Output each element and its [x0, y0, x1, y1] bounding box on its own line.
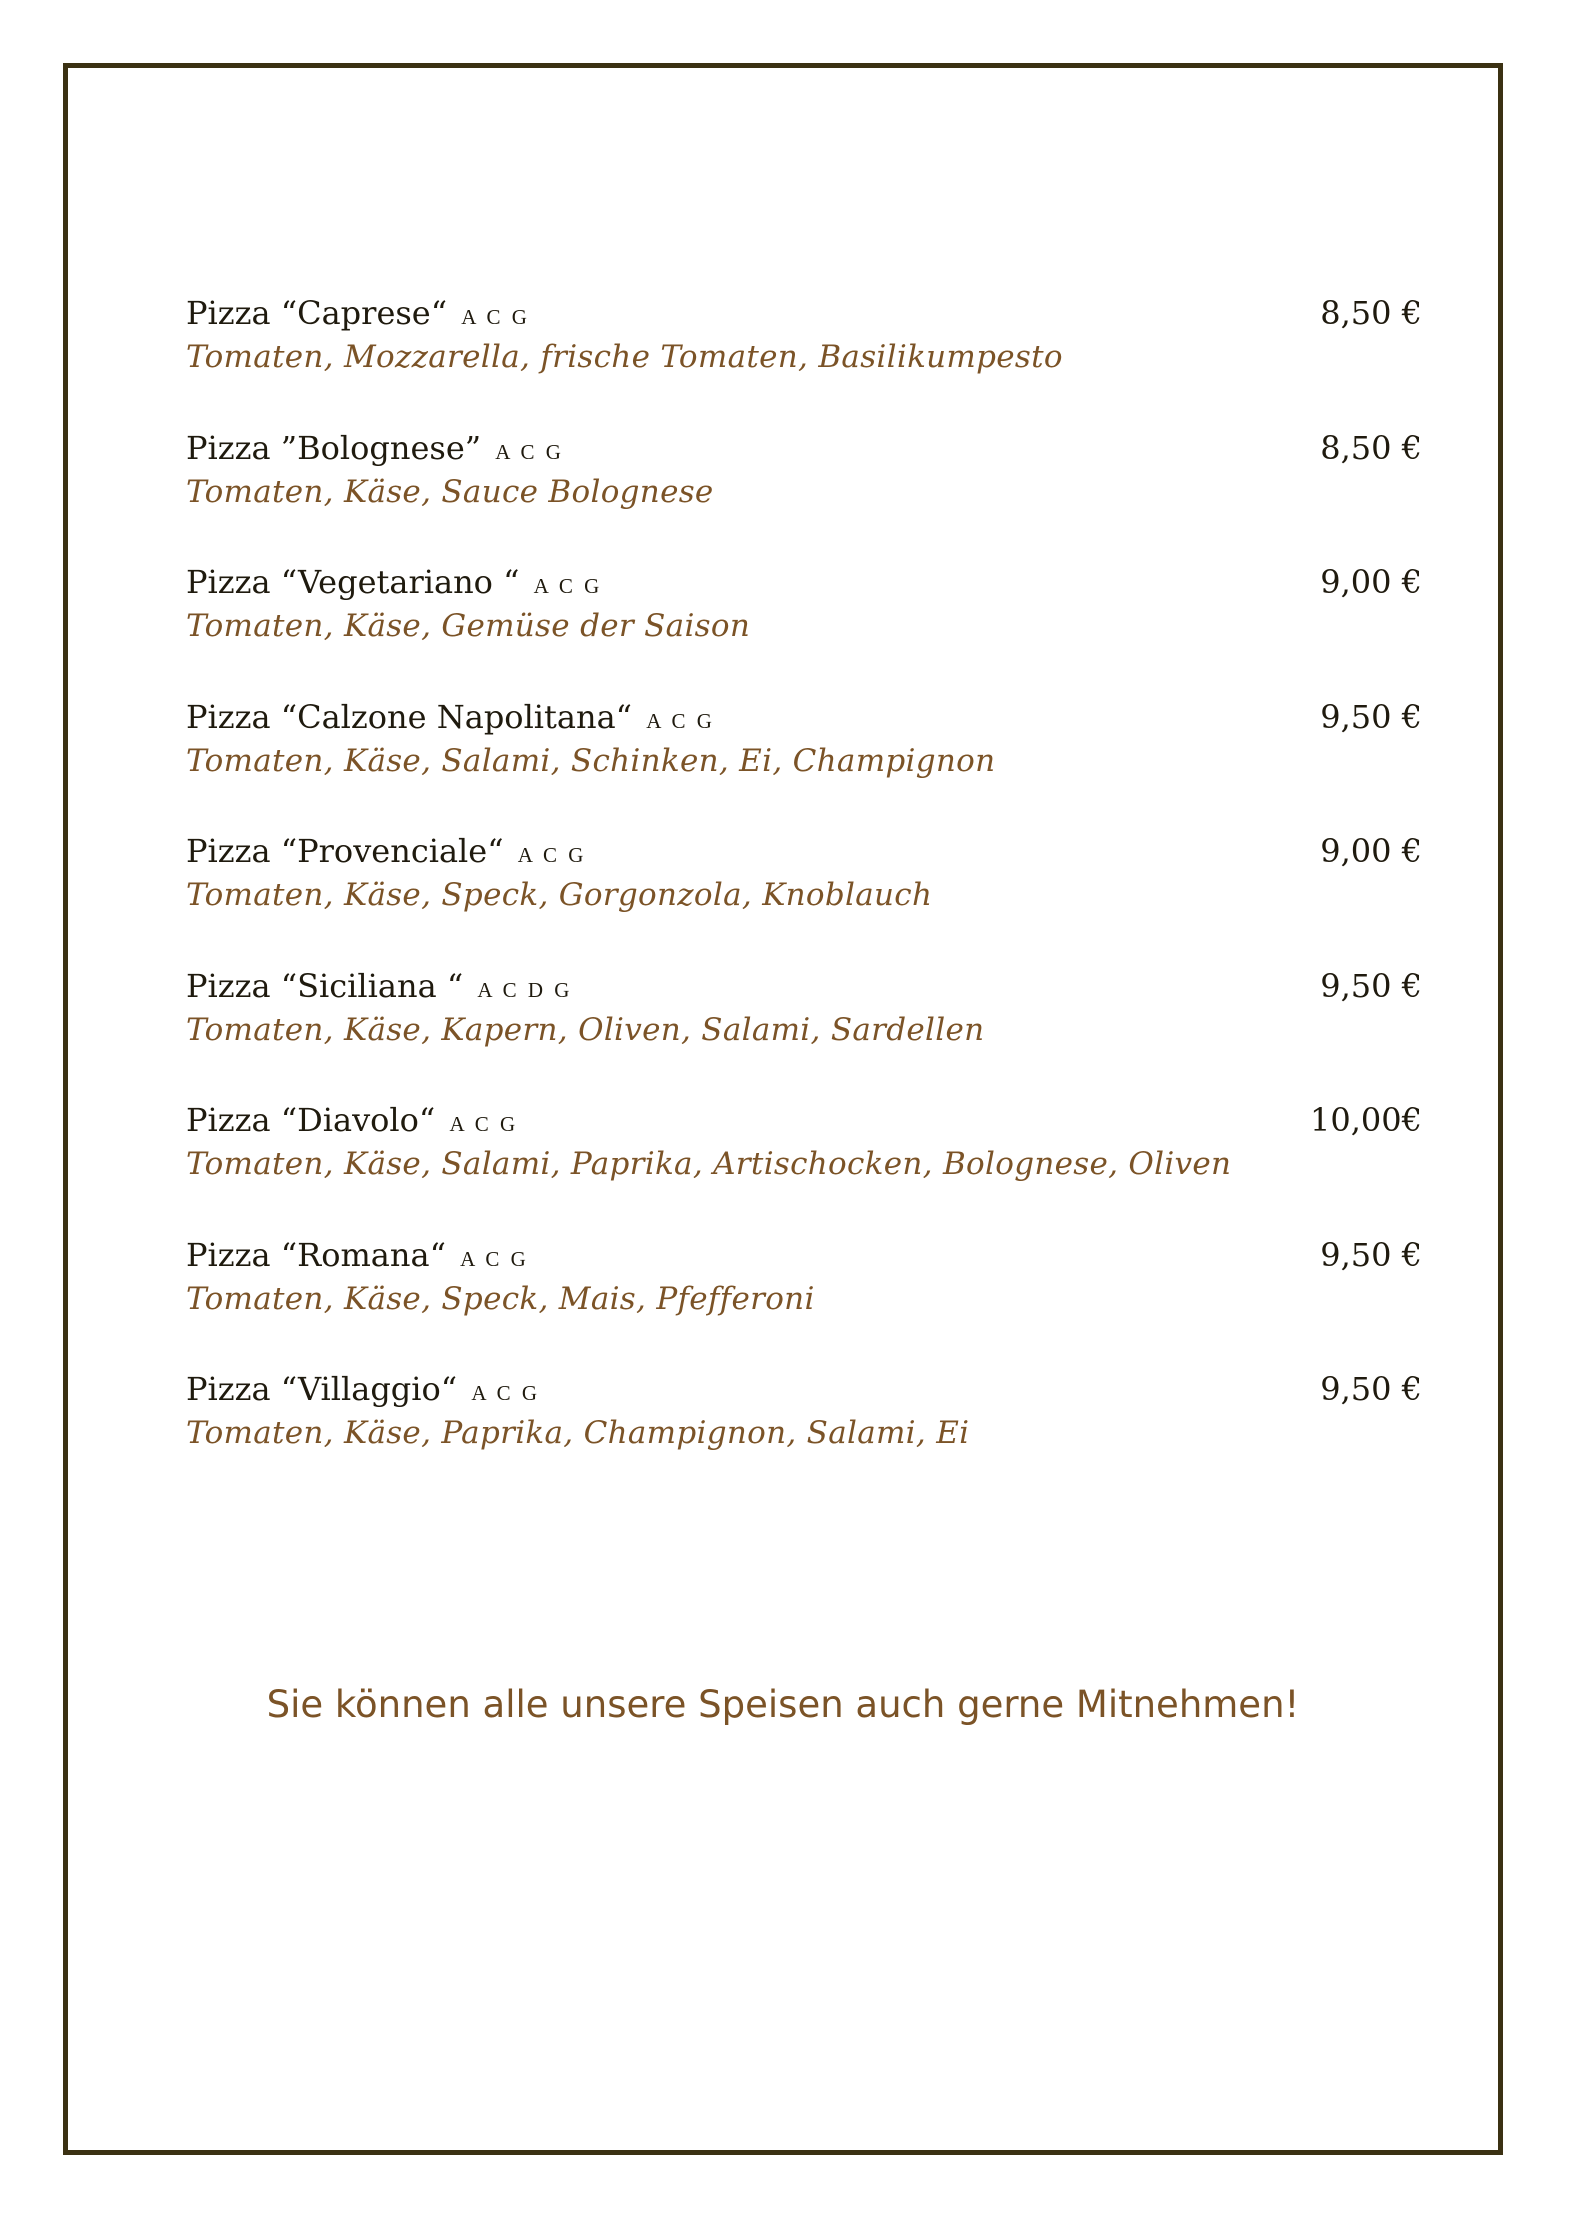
menu-item-price: 8,50 €: [1320, 294, 1422, 332]
menu-item-name: Pizza “Caprese“: [186, 294, 448, 332]
menu-item-description: Tomaten, Käse, Speck, Gorgonzola, Knoblauch: [186, 877, 933, 913]
allergen-codes: A C G: [495, 439, 564, 464]
allergen-codes: A C G: [461, 305, 530, 329]
menu-item-name: Pizza “Provenciale“: [186, 832, 504, 870]
allergen-codes: A C G: [460, 1246, 529, 1271]
menu-item-calzone-napolitana: [186, 695, 1422, 830]
menu-item-title: [186, 695, 1422, 739]
menu-item-description: Tomaten, Käse, Paprika, Champignon, Salami, Ei: [186, 1415, 970, 1451]
menu-item-bolognese: [186, 426, 1422, 561]
allergen-codes: A C G: [646, 708, 715, 733]
menu-item-description: Tomaten, Käse, Salami, Paprika, Artischocken, Bolognese, Oliven: [186, 1146, 1232, 1182]
pizza-menu-list: [186, 291, 1422, 1502]
menu-item-name: Pizza “Vegetariano “: [186, 563, 520, 601]
menu-item-romana: [186, 1233, 1422, 1368]
allergen-codes: A C G: [449, 1112, 519, 1136]
menu-item-provenciale: [186, 829, 1422, 964]
menu-item-siciliana: [186, 964, 1422, 1099]
menu-item-description: Tomaten, Käse, Kapern, Oliven, Salami, Sardellen: [186, 1011, 985, 1048]
menu-item-price: 9,00 €: [1320, 563, 1422, 601]
menu-item-title: [186, 1233, 1422, 1277]
allergen-codes: A C G: [533, 574, 603, 598]
menu-item-description: Tomaten, Käse, Speck, Mais, Pfefferoni: [186, 1280, 815, 1317]
menu-item-title: [186, 1367, 1422, 1411]
menu-item-description: Tomaten, Käse, Gemüse der Saison: [186, 608, 751, 644]
menu-item-description: Tomaten, Mozzarella, frische Tomaten, Basilikumpesto: [186, 339, 1063, 375]
menu-item-price: 8,50 €: [1320, 428, 1422, 467]
menu-item-title: [186, 964, 1422, 1008]
menu-item-diavolo: [186, 1098, 1422, 1233]
allergen-codes: A C G: [517, 843, 587, 867]
menu-item-villaggio: [186, 1367, 1422, 1502]
menu-item-description: Tomaten, Käse, Salami, Schinken, Ei, Champignon: [186, 742, 996, 779]
allergen-codes: A C D G: [477, 977, 573, 1002]
menu-item-caprese: [186, 291, 1422, 426]
menu-item-price: 9,50 €: [1320, 1370, 1422, 1408]
menu-item-name: Pizza “Romana“: [186, 1235, 446, 1274]
menu-item-price: 9,00 €: [1320, 832, 1422, 870]
allergen-codes: A C G: [471, 1381, 540, 1405]
menu-item-name: Pizza “Diavolo“: [186, 1101, 436, 1139]
menu-item-price: 10,00€: [1310, 1101, 1422, 1139]
menu-item-title: [186, 291, 1422, 335]
takeaway-note: Sie können alle unsere Speisen auch gerne Mitnehmen!: [266, 1683, 1300, 1726]
menu-item-title: [186, 560, 1422, 604]
menu-item-description: Tomaten, Käse, Sauce Bolognese: [186, 473, 714, 510]
menu-item-title: [186, 829, 1422, 873]
menu-item-name: Pizza “Calzone Napolitana“: [186, 697, 633, 736]
menu-item-price: 9,50 €: [1320, 697, 1422, 736]
menu-item-title: [186, 1098, 1422, 1142]
menu-item-name: Pizza “Villaggio“: [186, 1370, 458, 1408]
menu-item-price: 9,50 €: [1320, 966, 1422, 1005]
menu-item-price: 9,50 €: [1320, 1235, 1422, 1274]
menu-item-title: [186, 426, 1422, 470]
menu-item-vegetariano: [186, 560, 1422, 695]
menu-item-name: Pizza “Siciliana “: [186, 966, 464, 1005]
menu-item-name: Pizza ”Bolognese”: [186, 428, 482, 467]
